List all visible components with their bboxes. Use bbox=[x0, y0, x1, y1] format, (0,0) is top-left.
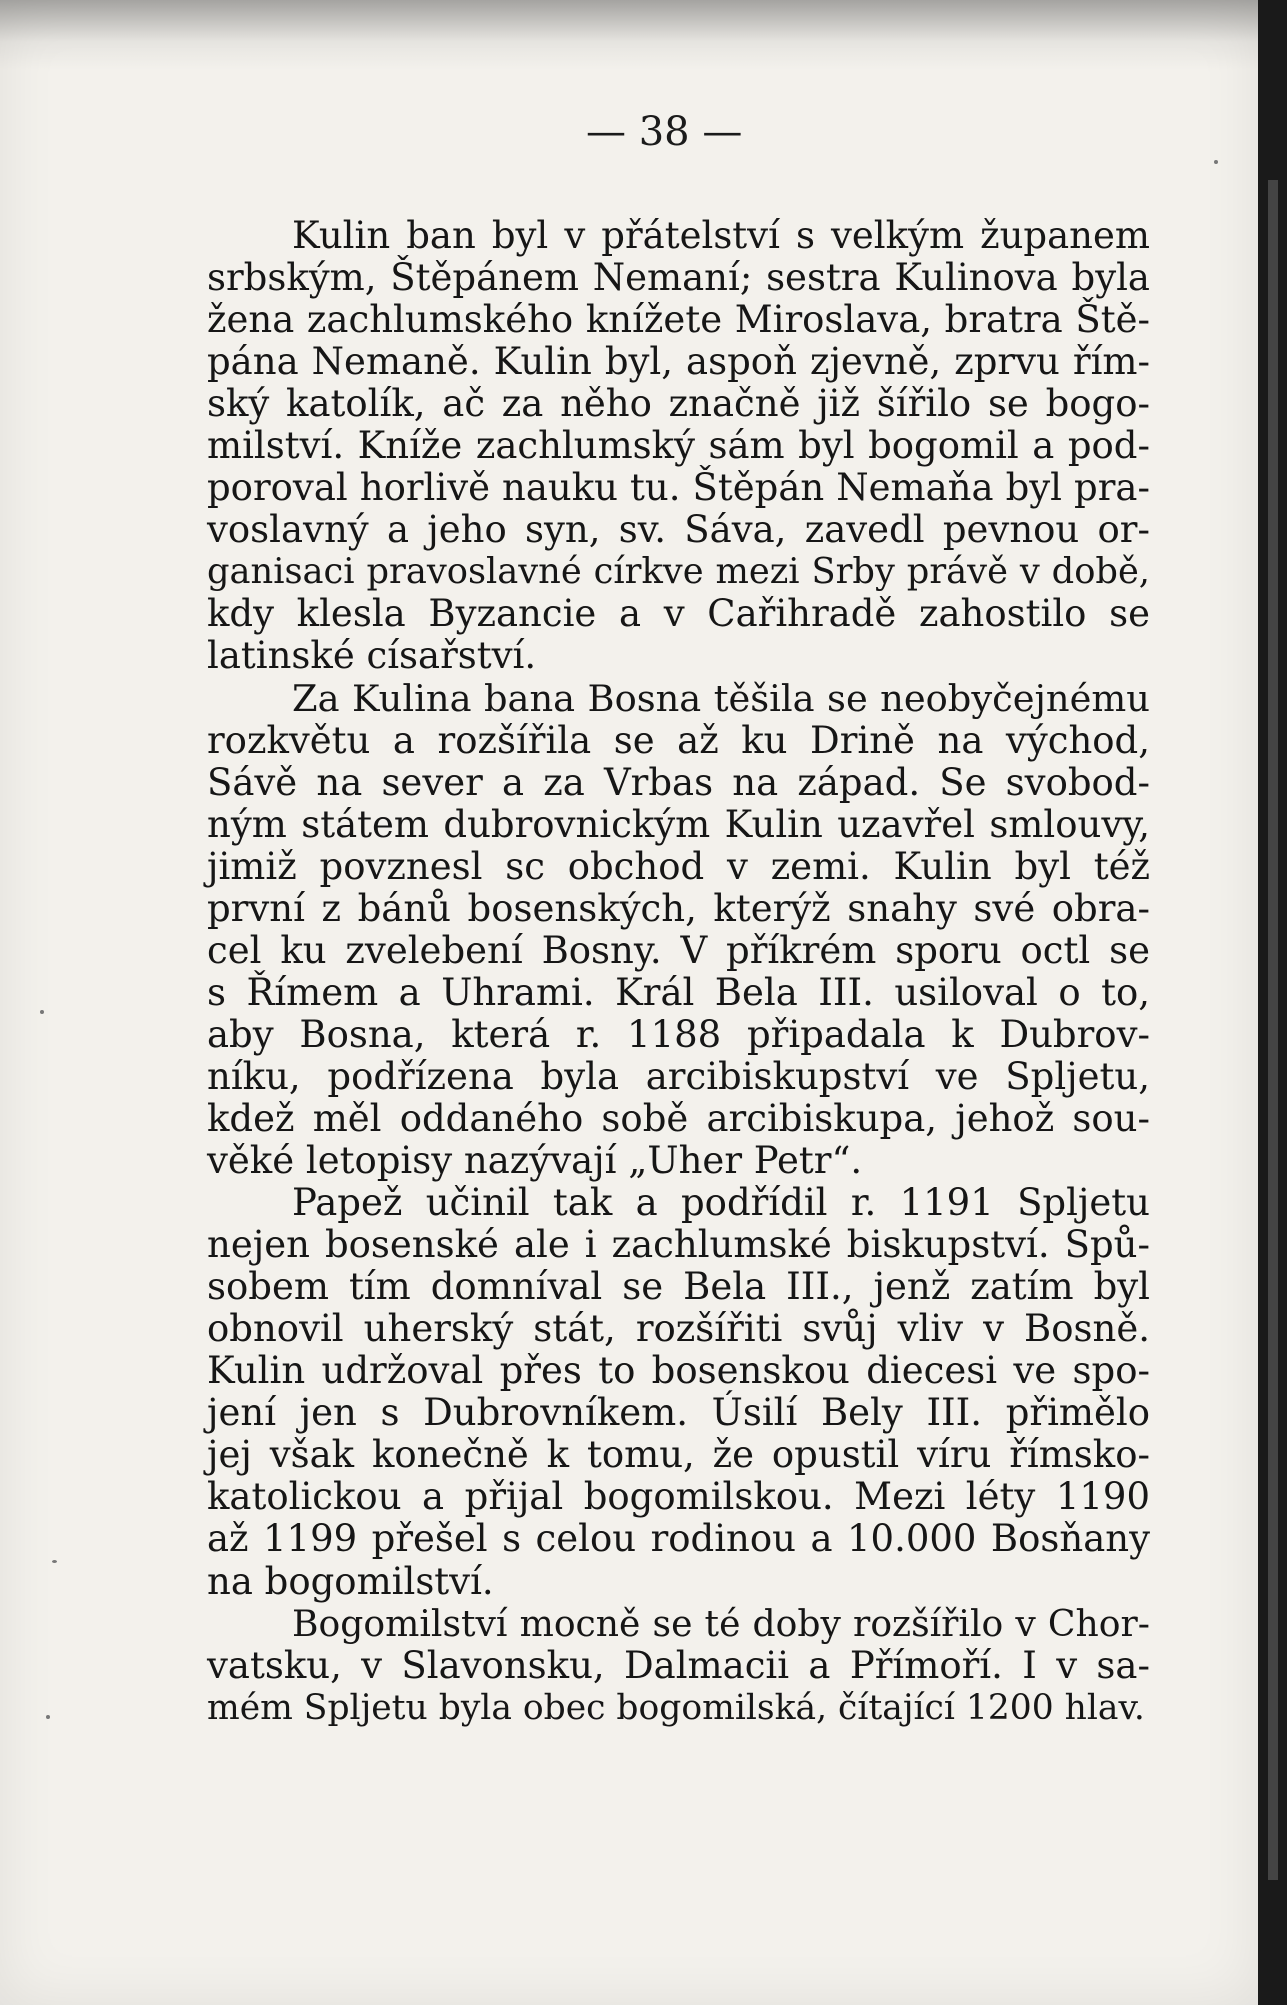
text-line: ský katolík, ač za něho značně již šířilo se bogo- bbox=[207, 382, 1150, 426]
text-line: kdež měl oddaného sobě arcibiskupa, jehož sou- bbox=[207, 1096, 1150, 1140]
text-line: na bogomilství. bbox=[207, 1559, 494, 1603]
text-line: milství. Kníže zachlumský sám byl bogomil a pod- bbox=[207, 424, 1150, 468]
text-line: první z bánů bosenských, kterýž snahy své obra- bbox=[207, 886, 1150, 930]
page-number: — 38 — bbox=[586, 109, 743, 155]
text-line: vatsku, v Slavonsku, Dalmacii a Přímoří. I v sa- bbox=[207, 1643, 1150, 1687]
text-line: rozkvětu a rozšířila se až ku Drině na východ, bbox=[207, 718, 1150, 762]
text-line: s Římem a Uhrami. Král Bela III. usiloval o to, bbox=[207, 970, 1150, 1014]
text-line: voslavný a jeho syn, sv. Sáva, zavedl pevnou or- bbox=[207, 508, 1150, 552]
paper-speck bbox=[52, 1560, 57, 1563]
text-line: žena zachlumského knížete Miroslava, bratra Ště- bbox=[207, 298, 1150, 342]
text-line: obnovil uherský stát, rozšířiti svůj vliv v Bosně. bbox=[207, 1307, 1150, 1351]
text-line: jení jen s Dubrovníkem. Úsilí Bely III. přimělo bbox=[207, 1391, 1150, 1435]
text-line: katolickou a přijal bogomilskou. Mezi léty 1190 bbox=[207, 1475, 1150, 1519]
text-line: Papež učinil tak a podřídil r. 1191 Spljetu bbox=[292, 1181, 1150, 1225]
text-line: jimiž povznesl sc obchod v zemi. Kulin byl též bbox=[207, 844, 1150, 888]
text-line: kdy klesla Byzancie a v Cařihradě zahostilo se bbox=[207, 592, 1150, 636]
text-line: Sávě na sever a za Vrbas na západ. Se svobod- bbox=[207, 760, 1150, 804]
text-line: cel ku zvelebení Bosny. V příkrém sporu octl se bbox=[207, 928, 1150, 972]
body-text bbox=[207, 215, 1150, 1729]
text-line: pána Nemaně. Kulin byl, aspoň zjevně, zprvu řím- bbox=[207, 340, 1150, 384]
text-line: Bogomilství mocně se té doby rozšířilo v Chor- bbox=[292, 1601, 1150, 1645]
right-edge-highlight bbox=[1268, 180, 1278, 1880]
top-scan-shadow bbox=[0, 0, 1258, 70]
text-line: srbským, Štěpánem Nemaní; sestra Kulinova byla bbox=[207, 256, 1150, 300]
text-line: ným státem dubrovnickým Kulin uzavřel smlouvy, bbox=[207, 802, 1150, 846]
text-line: mém Spljetu byla obec bogomilská, čítající 1200 hlav. bbox=[207, 1687, 1145, 1728]
text-line: níku, podřízena byla arcibiskupství ve Spljetu, bbox=[207, 1054, 1150, 1098]
paper-speck bbox=[40, 1010, 44, 1014]
text-line: až 1199 přešel s celou rodinou a 10.000 Bosňany bbox=[207, 1517, 1150, 1561]
text-line: latinské císařství. bbox=[207, 634, 537, 678]
text-line: věké letopisy nazývají „Uher Petr“. bbox=[207, 1139, 863, 1183]
text-line: Kulin ban byl v přátelství s velkým županem bbox=[292, 214, 1150, 257]
text-line: sobem tím domníval se Bela III., jenž zatím byl bbox=[207, 1265, 1150, 1309]
paper-speck bbox=[46, 1715, 50, 1719]
text-line: poroval horlivě nauku tu. Štěpán Nemaňa byl pra- bbox=[207, 466, 1150, 510]
text-line: Kulin udržoval přes to bosenskou diecesi ve spo- bbox=[207, 1349, 1150, 1393]
text-line: aby Bosna, která r. 1188 připadala k Dubrov- bbox=[207, 1012, 1150, 1056]
text-line: jej však konečně k tomu, že opustil víru římsko- bbox=[207, 1433, 1150, 1477]
paper-speck bbox=[1214, 160, 1218, 164]
text-line: nejen bosenské ale i zachlumské biskupství. Spů- bbox=[207, 1223, 1150, 1267]
text-line: ganisaci pravoslavné církve mezi Srby právě v době, bbox=[207, 551, 1150, 593]
text-line: Za Kulina bana Bosna těšila se neobyčejnému bbox=[292, 676, 1150, 720]
